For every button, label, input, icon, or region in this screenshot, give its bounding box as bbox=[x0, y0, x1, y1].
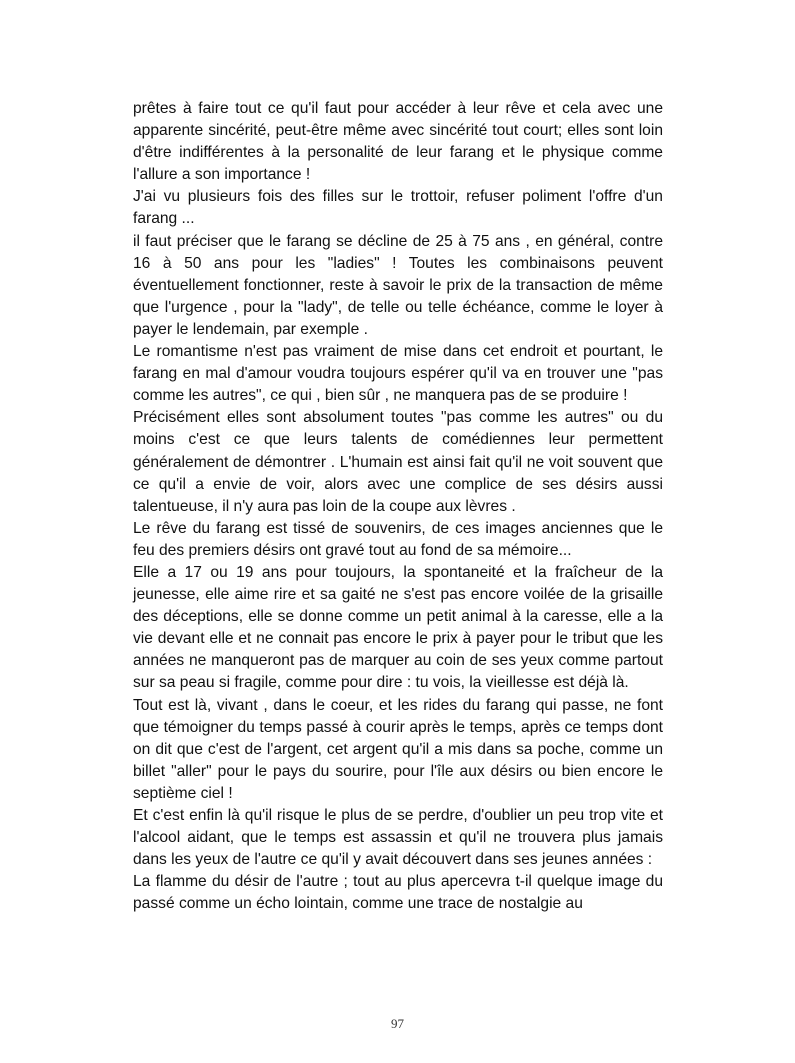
paragraph: prêtes à faire tout ce qu'il faut pour accéder à leur rêve et cela avec une apparente sincérité, peut-être même avec sincérité tout court; elles sont loin d'être indifférentes à la personalité de leur farang et le physique comme l'allure a son importance ! bbox=[133, 100, 663, 184]
paragraph: Le rêve du farang est tissé de souvenirs, de ces images anciennes que le feu des premiers désirs ont gravé tout au fond de sa mémoire... bbox=[133, 519, 663, 559]
paragraph: Elle a 17 ou 19 ans pour toujours, la spontaneité et la fraîcheur de la jeunesse, elle aime rire et sa gaité ne s'est pas encore voilée de la grisaille des déceptions, elle se donne comme un petit animal à la caresse, elle a la vie devant elle et ne connait pas encore le prix à payer pour le tribut que les années ne manqueront pas de marquer au coin de ses yeux comme partout sur sa peau si fragile, comme pour dire : tu vois, la vieillesse est déjà là. bbox=[133, 563, 663, 692]
paragraph: il faut préciser que le farang se décline de 25 à 75 ans , en général, contre 16 à 50 ans pour les "ladies" ! Toutes les combinaisons peuvent éventuellement fonctionner, reste à savoir le prix de la transaction de même que l'urgence , pour la "lady", de telle ou telle échéance, comme le loyer à payer le lendemain, par exemple . bbox=[133, 232, 663, 338]
paragraph: Tout est là, vivant , dans le coeur, et les rides du farang qui passe, ne font que témoigner du temps passé à courir après le temps, après ce temps dont on dit que c'est de l'argent, cet argent qu'il a mis dans sa poche, comme un billet "aller" pour le pays du sourire, pour l'île aux désirs ou bien encore le septième ciel ! bbox=[133, 696, 663, 802]
paragraph: Précisément elles sont absolument toutes "pas comme les autres" ou du moins c'est ce que leurs talents de comédiennes leur permettent généralement de démontrer . L'humain est ainsi fait qu'il ne voit souvent que ce qu'il a envie de voir, alors avec une complice de ses désirs aussi talentueuse, il n'y aura pas loin de la coupe aux lèvres . bbox=[133, 409, 663, 515]
body-text bbox=[133, 98, 663, 915]
paragraph: Et c'est enfin là qu'il risque le plus de se perdre, d'oublier un peu trop vite et l'alcool aidant, que le temps est assassin et qu'il ne trouvera plus jamais dans les yeux de l'autre ce qu'il y avait découvert dans ses jeunes années : bbox=[133, 807, 663, 869]
paragraph: La flamme du désir de l'autre ; tout au plus apercevra t-il quelque image du passé comme un écho lointain, comme une trace de nostalgie au bbox=[133, 873, 663, 913]
paragraph: Le romantisme n'est pas vraiment de mise dans cet endroit et pourtant, le farang en mal d'amour voudra toujours espérer qu'il va en trouver une "pas comme les autres", ce qui , bien sûr , ne manquera pas de se produire ! bbox=[133, 343, 663, 405]
page-number: 97 bbox=[391, 1016, 404, 1031]
paragraph: J'ai vu plusieurs fois des filles sur le trottoir, refuser poliment l'offre d'un farang ... bbox=[133, 188, 663, 228]
